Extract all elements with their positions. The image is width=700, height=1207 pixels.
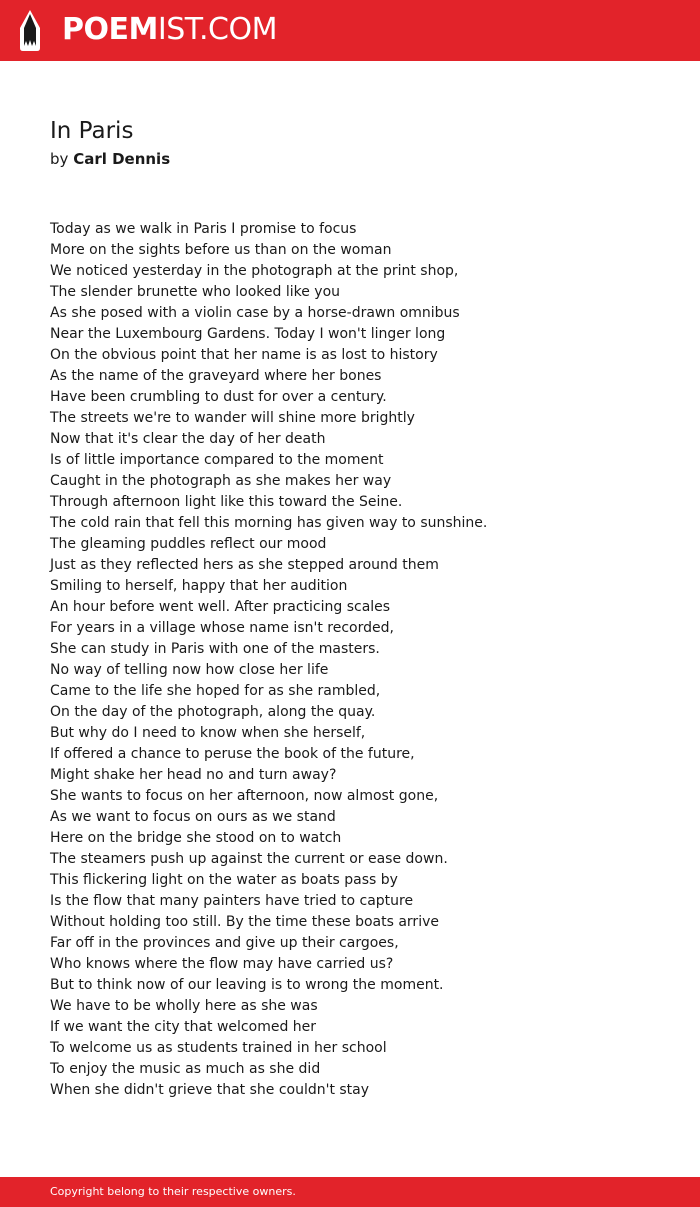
poem-line: If offered a chance to peruse the book of the future, xyxy=(50,746,415,762)
poem-line: But to think now of our leaving is to wrong the moment. xyxy=(50,977,444,993)
poem-line: More on the sights before us than on the woman xyxy=(50,242,392,258)
site-footer xyxy=(0,1177,700,1207)
site-logo[interactable] xyxy=(62,10,277,50)
poem-byline xyxy=(50,148,170,170)
poem-line: Is the flow that many painters have tried to capture xyxy=(50,893,414,909)
poem-line: On the obvious point that her name is as lost to history xyxy=(50,347,438,363)
poem-line: Near the Luxembourg Gardens. Today I won't linger long xyxy=(50,326,446,342)
logo-bold-text: POEM xyxy=(62,12,158,47)
poem-line: Might shake her head no and turn away? xyxy=(50,767,337,783)
poem-line: Who knows where the flow may have carried us? xyxy=(50,956,394,972)
logo-light-text: IST.COM xyxy=(157,12,277,47)
poem-line: She can study in Paris with one of the masters. xyxy=(50,641,380,657)
poem-line: When she didn't grieve that she couldn't stay xyxy=(50,1082,370,1098)
poem-line: She wants to focus on her afternoon, now almost gone, xyxy=(50,788,439,804)
poem-line: As she posed with a violin case by a horse-drawn omnibus xyxy=(50,305,460,321)
poem-line: Smiling to herself, happy that her audition xyxy=(50,578,348,594)
poem-line: But why do I need to know when she herself, xyxy=(50,725,366,741)
poem-line: No way of telling now how close her life xyxy=(50,662,329,678)
poem-line: To welcome us as students trained in her school xyxy=(50,1040,387,1056)
poem-line: Is of little importance compared to the moment xyxy=(50,452,384,468)
site-header xyxy=(0,0,700,61)
copyright-text: Copyright belong to their respective owners. xyxy=(50,1185,296,1198)
poem-line: Here on the bridge she stood on to watch xyxy=(50,830,342,846)
poem-line: The streets we're to wander will shine more brightly xyxy=(50,410,415,426)
poem-line: As the name of the graveyard where her bones xyxy=(50,368,382,384)
poem-line: To enjoy the music as much as she did xyxy=(50,1061,321,1077)
poem-line: We noticed yesterday in the photograph at the print shop, xyxy=(50,263,459,279)
poem-line: We have to be wholly here as she was xyxy=(50,998,318,1014)
poem-line: Far off in the provinces and give up their cargoes, xyxy=(50,935,399,951)
poem-line: Caught in the photograph as she makes her way xyxy=(50,473,392,489)
poem-line: Today as we walk in Paris I promise to focus xyxy=(50,221,357,237)
poem-line: Without holding too still. By the time these boats arrive xyxy=(50,914,439,930)
poem-line: On the day of the photograph, along the quay. xyxy=(50,704,376,720)
poem-line: If we want the city that welcomed her xyxy=(50,1019,317,1035)
poem-line: The cold rain that fell this morning has given way to sunshine. xyxy=(50,515,488,531)
poem-title: In Paris xyxy=(50,118,134,144)
poem-line: The slender brunette who looked like you xyxy=(50,284,341,300)
poem-line: Through afternoon light like this toward the Seine. xyxy=(50,494,403,510)
poem-line: Came to the life she hoped for as she rambled, xyxy=(50,683,381,699)
poem-body xyxy=(50,219,670,1101)
poem-line: Now that it's clear the day of her death xyxy=(50,431,326,447)
poem-line: The gleaming puddles reflect our mood xyxy=(50,536,327,552)
byline-prefix: by xyxy=(50,150,69,168)
poem-line: Have been crumbling to dust for over a century. xyxy=(50,389,387,405)
poem-line: Just as they reflected hers as she stepped around them xyxy=(50,557,439,573)
pen-nib-icon[interactable] xyxy=(17,10,43,52)
poem-line: An hour before went well. After practicing scales xyxy=(50,599,391,615)
poem-line: The steamers push up against the current or ease down. xyxy=(50,851,448,867)
poem-line: This flickering light on the water as boats pass by xyxy=(50,872,398,888)
poem-line: As we want to focus on ours as we stand xyxy=(50,809,336,825)
author-name[interactable]: Carl Dennis xyxy=(73,150,171,168)
poem-line: For years in a village whose name isn't recorded, xyxy=(50,620,394,636)
